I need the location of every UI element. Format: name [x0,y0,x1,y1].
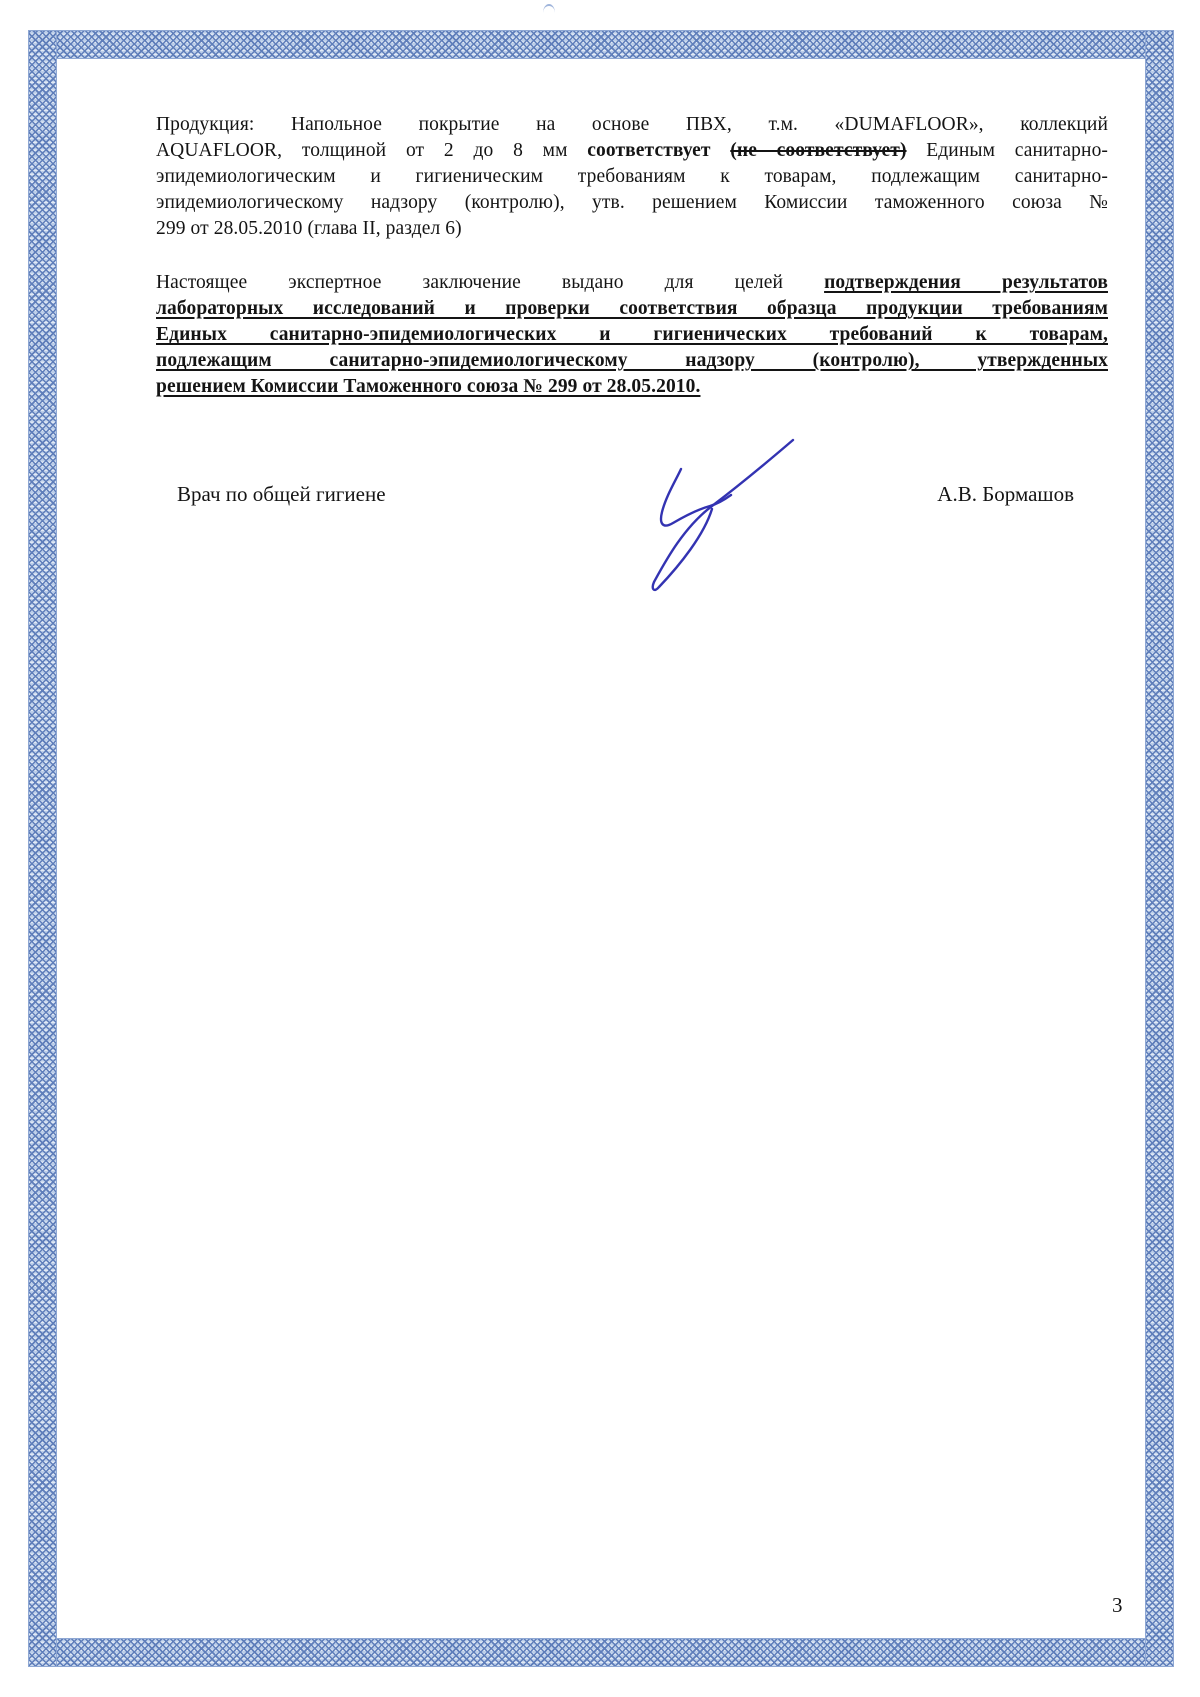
signatory-name: А.В. Бормашов [937,482,1074,506]
text-segment: решением Комиссии Таможенного союза № 299 от 28.05.2010. [156,376,701,397]
text-line [156,190,1108,216]
certificate-border-right [1145,30,1174,1667]
text-line [156,138,1108,164]
signature-icon [645,432,805,597]
certificate-border-left [28,30,57,1667]
text-line [156,164,1108,190]
certificate-border-top [28,30,1174,59]
text-segment: Единых санитарно-эпидемиологических и гигиенических требований к товарам, [156,324,1108,345]
text-segment: подлежащим санитарно-эпидемиологическому надзору (контролю), утвержденных [156,350,1108,371]
certificate-border-bottom [28,1638,1174,1667]
page-number: 3 [1112,1593,1123,1617]
product-statement-paragraph [156,112,1108,242]
text-segment: эпидемиологическим и гигиеническим требованиям к товарам, подлежащим санитарно- [156,166,1108,187]
text-line [156,296,1108,322]
text-line [156,348,1108,374]
text-line [156,270,1108,296]
text-segment: соответствует [587,140,731,161]
text-segment: Настоящее экспертное заключение выдано для целей [156,272,825,293]
purpose-statement-paragraph [156,270,1108,400]
text-segment: AQUAFLOOR, толщиной от 2 до 8 мм [156,140,588,161]
text-segment: подтверждения результатов [824,272,1108,293]
text-line [156,112,1108,138]
text-line [156,322,1108,348]
text-segment: лабораторных исследований и проверки соответствия образца продукции требованиям [156,298,1108,319]
text-segment: (не соответствует) [730,140,907,161]
scan-artifact-mark [543,4,555,13]
signatory-role-label: Врач по общей гигиене [177,482,386,506]
signature-stroke-loop [653,440,793,590]
text-line [156,216,1108,242]
signature-row [156,480,1108,508]
text-segment: Продукция: Напольное покрытие на основе ПВХ, т.м. «DUMAFLOOR», коллекций [156,114,1108,135]
text-segment: 299 от 28.05.2010 (глава II, раздел 6) [156,218,462,239]
text-line [156,374,1108,400]
text-segment: эпидемиологическому надзору (контролю), утв. решением Комиссии таможенного союза № [156,192,1108,213]
text-segment: Единым санитарно- [906,140,1109,161]
